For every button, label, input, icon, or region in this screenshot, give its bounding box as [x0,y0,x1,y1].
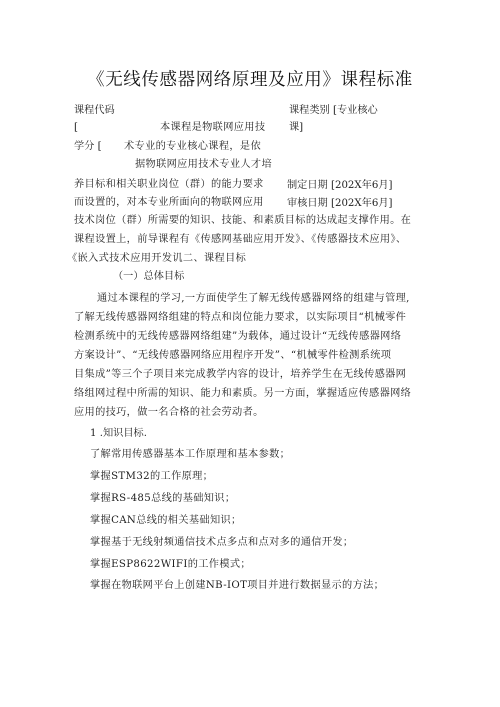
knowledge-item: 掌握在物联网平台上创建NB-IOT项目并进行数据显示的方法； [90,580,385,591]
course-category-line-1: 课程类别 [专业核心 [289,105,378,116]
section-heading: （一）总体目标 [113,271,185,282]
document-title: 《无线传感器网络原理及应用》课程标准 [87,70,413,90]
body-line-1: 养目标和相关职业岗位（群）的能力要求 [74,179,264,190]
paragraph-line-6: 络组网过程中所需的知识、能力和素质。另一方面，掌握适应传感器网络 [74,388,412,399]
body-line-2: 而设置的，对本专业所面向的物联网应用 [74,197,264,208]
paragraph-line-7: 应用的技巧，做一名合格的社会劳动者。 [74,407,264,418]
knowledge-item: 掌握ESP8622WIFI的工作模式； [90,559,251,570]
knowledge-item: 掌握CAN总线的相关基础知识； [90,515,242,526]
knowledge-item: 掌握RS-485总线的基础知识； [90,493,236,504]
course-code-label: 课程代码 [74,105,115,116]
body-line-4: 课程设置上，前导课程有《传感网基础应用开发》、《传感器技术应用》、 [74,234,407,245]
knowledge-item: 掌握STM32的工作原理； [90,471,214,482]
knowledge-item: 了解常用传感器基本工作原理和基本参数； [90,449,291,460]
review-date: 审核日期 [202X年6月] [287,198,393,209]
paragraph-line-1: 通过本课程的学习,一方面使学生了解无线传感器网络的组建与管理, [97,293,410,304]
course-code-bracket: [ [74,122,78,133]
credits-label: 学分 [ [74,141,102,152]
subsection-heading: 1 .知识目标. [90,428,147,439]
course-description-line-2: 术专业的专业核心课程，是依 [124,141,261,152]
knowledge-item: 掌握基于无线射频通信技术点多点和点对多的通信开发； [90,537,354,548]
body-line-3: 技术岗位（群）所需要的知识、技能、和素质目标的达成起支撑作用。在 [74,215,412,226]
paragraph-line-3: 检测系统中的无线传感器网络组建”为载体，通过设计“无线传感器网络 [74,331,402,342]
paragraph-line-4: 方案设计”、“无线传感器网络应用程序开发”、“机械零件检测系统项 [74,350,392,361]
paragraph-line-5: 目集成”等三个子项目来完成教学内容的设计，培养学生在无线传感器网 [74,369,407,380]
paragraph-line-2: 了解无线传感器网络组建的特点和岗位能力要求，以实际项目“机械零件 [74,312,407,323]
made-date: 制定日期 [202X年6月] [287,180,393,191]
course-description-line-1: 本课程是物联网应用技 [160,122,266,133]
course-category-line-2: 课] [289,122,304,133]
body-line-5: 《嵌入式技术应用开发讥二、课程目标 [67,253,247,264]
course-description-line-3: 据物联网应用技术专业人才培 [135,159,272,170]
